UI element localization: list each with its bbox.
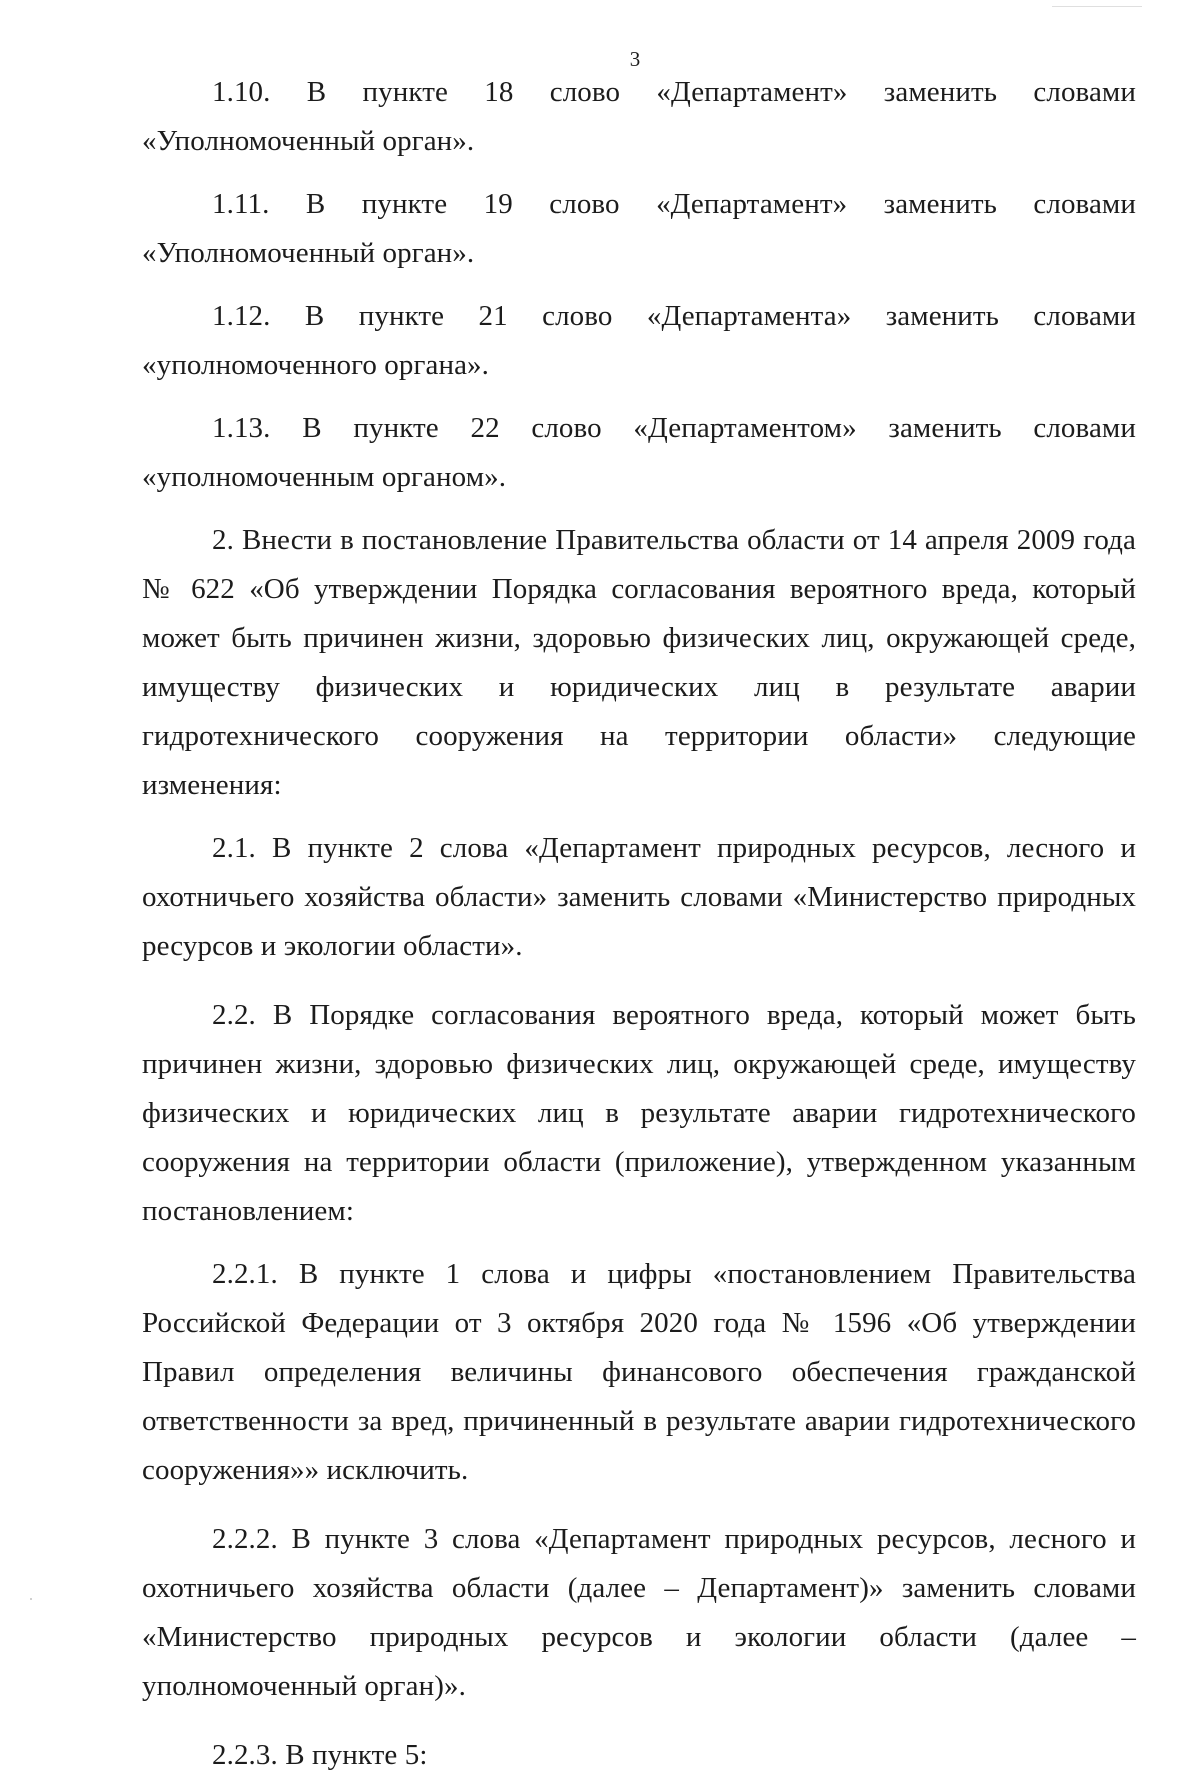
paragraph-1-12: 1.12. В пункте 21 слово «Департамента» заменить словами «уполномоченного органа».	[142, 300, 1136, 381]
document-body	[142, 68, 1136, 1780]
paragraph-2: 2. Внести в постановление Правительства области от 14 апреля 2009 года № 622 «Об утверждении Порядка согласования вероятного вреда, который может быть причинен жизни, здоровью физических лиц, окружающей среде, имуществу физических и юридических лиц в результате аварии гидротехнического сооружения на территории области» следующие изменения:	[142, 524, 1136, 801]
paragraph-1-13: 1.13. В пункте 22 слово «Департаментом» заменить словами «уполномоченным органом».	[142, 412, 1136, 493]
paragraph-2-1: 2.1. В пункте 2 слова «Департамент природных ресурсов, лесного и охотничьего хозяйства области» заменить словами «Министерство природных ресурсов и экологии области».	[142, 832, 1136, 962]
paragraph-2-2-2: 2.2.2. В пункте 3 слова «Департамент природных ресурсов, лесного и охотничьего хозяйства области (далее – Департамент)» заменить словами «Министерство природных ресурсов и экологии области (далее – уполномоченный орган)».	[142, 1523, 1136, 1702]
paragraph-2-2: 2.2. В Порядке согласования вероятного вреда, который может быть причинен жизни, здоровью физических лиц, окружающей среде, имуществу физических и юридических лиц в результате аварии гидротехнического сооружения на территории области (приложение), утвержденном указанным постановлением:	[142, 999, 1136, 1227]
paragraph-2-2-3: 2.2.3. В пункте 5:	[212, 1739, 428, 1771]
paragraph-1-10: 1.10. В пункте 18 слово «Департамент» заменить словами «Уполномоченный орган».	[142, 76, 1136, 157]
paragraph-1-11: 1.11. В пункте 19 слово «Департамент» заменить словами «Уполномоченный орган».	[142, 188, 1136, 269]
page-number: 3	[629, 47, 641, 71]
scan-speck	[30, 1598, 32, 1600]
paragraph-2-2-1: 2.2.1. В пункте 1 слова и цифры «постановлением Правительства Российской Федерации от 3 октября 2020 года № 1596 «Об утверждении Правил определения величины финансового обеспечения гражданской ответственности за вред, причиненный в результате аварии гидротехнического сооружения»» исключить.	[142, 1258, 1136, 1486]
scan-corner-mark	[1052, 0, 1142, 7]
